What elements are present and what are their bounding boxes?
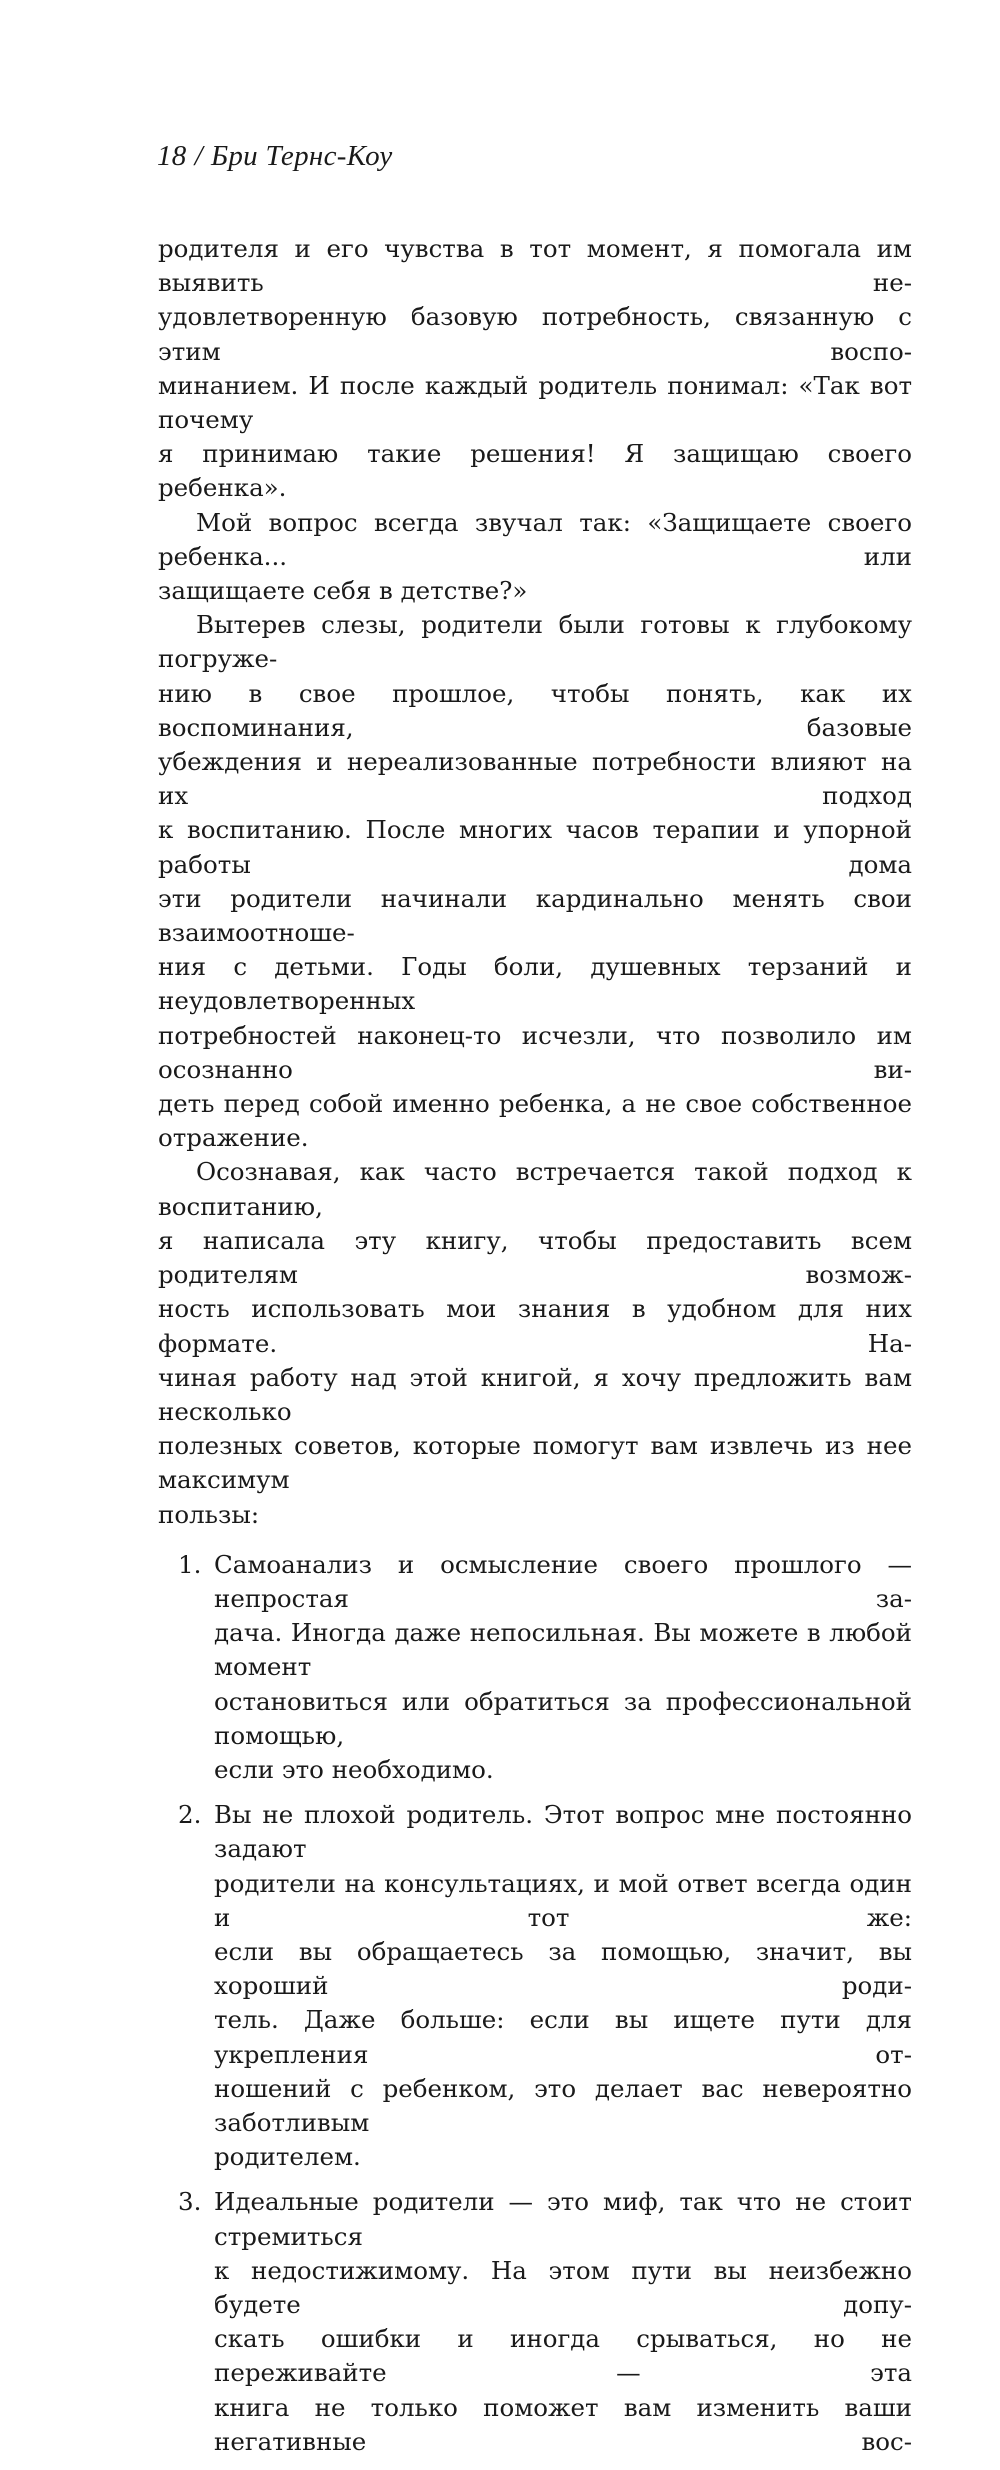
text-line: Осознавая, как часто встречается такой подход к воспитанию, — [158, 1157, 912, 1221]
text-line: ность использовать мои знания в удобном для них формате. На- — [158, 1294, 912, 1358]
text-line: удовлетворенную базовую потребность, связанную с этим воспо- — [158, 302, 912, 366]
text-line: тель. Даже больше: если вы ищете пути для укрепления от- — [214, 2005, 912, 2069]
text-line: Мой вопрос всегда звучал так: «Защищаете своего ребенка... или — [158, 507, 912, 571]
list-number: 2. — [178, 1800, 202, 1830]
list-item — [158, 1548, 912, 1787]
text-line: если это необходимо. — [214, 1754, 494, 1784]
text-line: скать ошибки и иногда срываться, но не переживайте — эта — [214, 2324, 912, 2388]
text-line: к воспитанию. После многих часов терапии и упорной работы дома — [158, 815, 912, 879]
paragraph-1 — [158, 232, 912, 506]
text-line: ношений с ребенком, это делает вас невероятно заботливым — [214, 2073, 912, 2137]
text-line: Идеальные родители — это миф, так что не стоит стремиться — [214, 2187, 912, 2251]
page-number: 18 — [157, 140, 187, 172]
text-line: если вы обращаетесь за помощью, значит, вы хороший роди- — [214, 1936, 912, 2001]
list-number: 1. — [178, 1549, 202, 1579]
text-line: защищаете себя в детстве?» — [158, 576, 528, 606]
text-line: дача. Иногда даже непосильная. Вы можете в любой момент — [214, 1618, 912, 1682]
text-line: убеждения и нереализованные потребности влияют на их подход — [158, 747, 912, 811]
body-text — [158, 232, 912, 2470]
author-name: Бри Тернс-Коу — [210, 140, 393, 172]
text-line: потребностей наконец-то исчезли, что позволило им осознанно ви- — [158, 1020, 912, 1084]
text-line: остановиться или обратиться за профессиональной помощью, — [214, 1686, 912, 1750]
list-item — [158, 2185, 912, 2459]
text-line: деть перед собой именно ребенка, а не свое собственное отражение. — [158, 1089, 912, 1153]
running-header — [157, 140, 393, 173]
text-line: Самоанализ и осмысление своего прошлого — непростая за- — [214, 1549, 912, 1613]
text-line: родители на консультациях, и мой ответ всегда один и тот же: — [214, 1868, 912, 1932]
text-line: полезных советов, которые помогут вам извлечь из нее максимум — [158, 1431, 912, 1495]
paragraph-3 — [158, 608, 912, 1155]
text-line: родителем. — [214, 2142, 361, 2172]
text-line: нию в свое прошлое, чтобы понять, как их воспоминания, базовые — [158, 678, 912, 742]
text-line: ния с детьми. Годы боли, душевных терзаний и неудовлетворенных — [158, 952, 912, 1016]
text-line: чиная работу над этой книгой, я хочу предложить вам несколько — [158, 1362, 912, 1426]
text-line: эти родители начинали кардинально менять свои взаимоотноше- — [158, 883, 912, 948]
text-line: пользы: — [158, 1499, 260, 1529]
text-line: к недостижимому. На этом пути вы неизбежно будете допу- — [214, 2255, 912, 2319]
paragraph-4 — [158, 1155, 912, 1531]
text-line: я принимаю такие решения! Я защищаю своего ребенка». — [158, 439, 912, 503]
header-separator: / — [194, 140, 203, 172]
list-item — [158, 1798, 912, 2174]
text-line: родителя и его чувства в тот момент, я помогала им выявить не- — [158, 234, 912, 298]
tips-list — [158, 1548, 912, 2459]
text-line: Вытерев слезы, родители были готовы к глубокому погруже- — [158, 610, 912, 674]
text-line: минанием. И после каждый родитель понимал: «Так вот почему — [158, 370, 912, 435]
paragraph-2 — [158, 506, 912, 609]
text-line: книга не только поможет вам изменить ваши негативные вос- — [214, 2392, 912, 2456]
text-line: Вы не плохой родитель. Этот вопрос мне постоянно задают — [214, 1800, 912, 1864]
list-number: 3. — [178, 2187, 202, 2217]
text-line: я написала эту книгу, чтобы предоставить всем родителям возмож- — [158, 1225, 912, 1290]
